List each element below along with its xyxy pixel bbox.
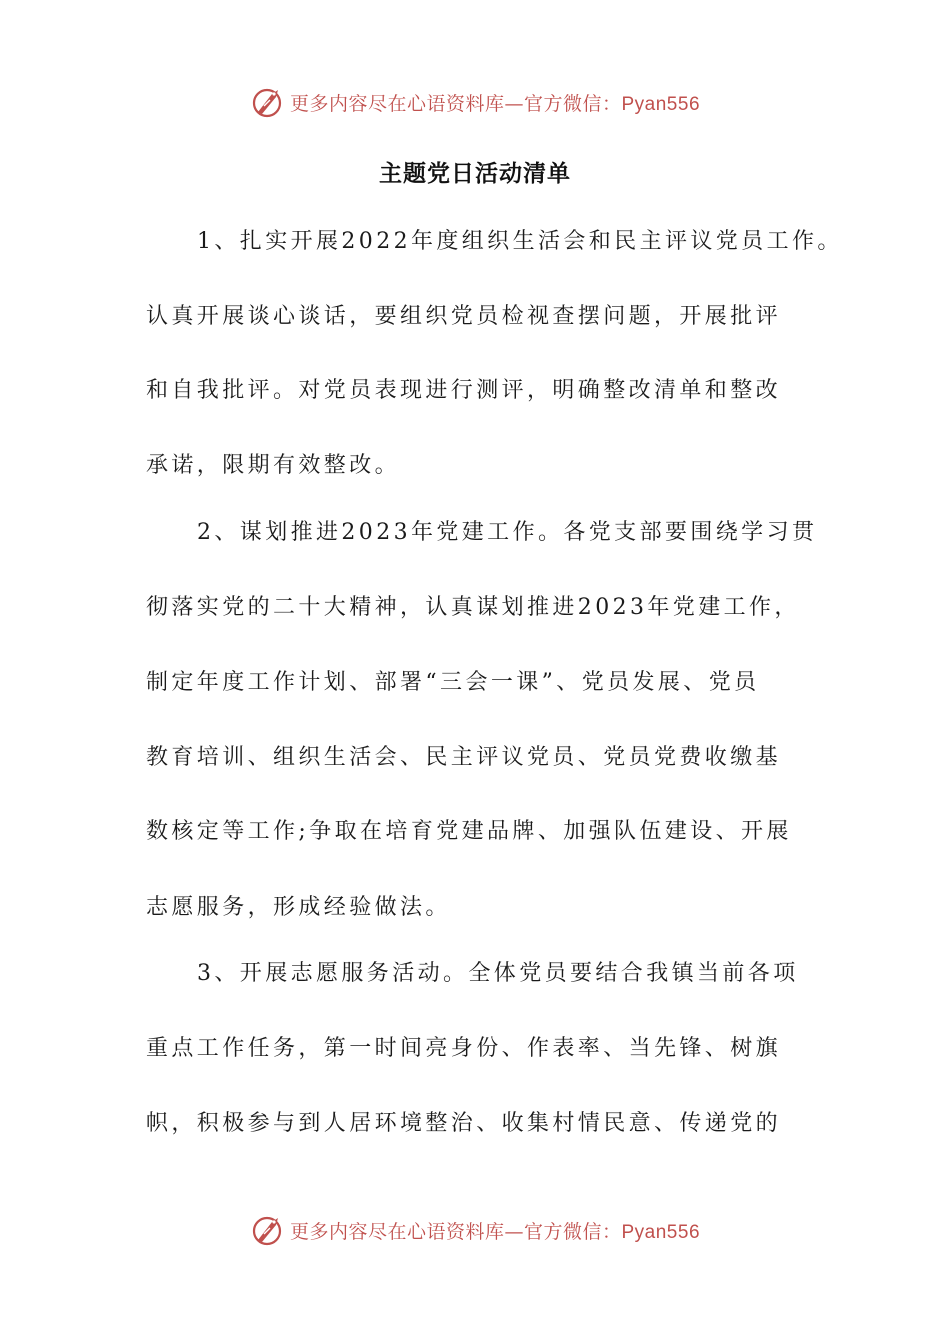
body-line: 承诺，限期有效整改。 — [146, 453, 401, 478]
body-line: 认真开展谈心谈话，要组织党员检视查摆问题，开展批评 — [146, 304, 782, 329]
watermark-text — [290, 1217, 700, 1244]
body-line: 制定年度工作计划、部署“三会一课”、党员发展、党员 — [146, 670, 760, 695]
pen-nib-logo-icon — [250, 84, 286, 120]
watermark-text-cn: 更多内容尽在心语资料库—官方微信： — [289, 92, 622, 115]
body-line: 彻落实党的二十大精神，认真谋划推进2023年党建工作， — [146, 595, 800, 620]
body-line: 和自我批评。对党员表现进行测评，明确整改清单和整改 — [146, 378, 782, 403]
body-line: 志愿服务，形成经验做法。 — [146, 895, 451, 920]
watermark-text — [290, 89, 700, 116]
document-title: 主题党日活动清单 — [379, 161, 571, 187]
body-line: 帜，积极参与到人居环境整治、收集村情民意、传递党的 — [146, 1111, 782, 1136]
watermark-text-wechat-id: Pyan556 — [621, 1221, 701, 1243]
watermark-text-wechat-id: Pyan556 — [621, 93, 701, 115]
footer-watermark-banner — [0, 1210, 950, 1250]
body-line: 2、谋划推进2023年党建工作。各党支部要围绕学习贯 — [197, 520, 818, 545]
body-line: 重点工作任务，第一时间亮身份、作表率、当先锋、树旗 — [146, 1036, 782, 1061]
body-line: 教育培训、组织生活会、民主评议党员、党员党费收缴基 — [146, 745, 782, 770]
body-line: 数核定等工作;争取在培育党建品牌、加强队伍建设、开展 — [146, 819, 792, 844]
header-watermark-banner — [0, 82, 950, 122]
watermark-text-cn: 更多内容尽在心语资料库—官方微信： — [289, 1220, 622, 1243]
pen-nib-logo-icon — [250, 1212, 286, 1248]
body-line: 3、开展志愿服务活动。全体党员要结合我镇当前各项 — [197, 961, 799, 986]
body-line: 1、扎实开展2022年度组织生活会和民主评议党员工作。 — [197, 229, 843, 254]
